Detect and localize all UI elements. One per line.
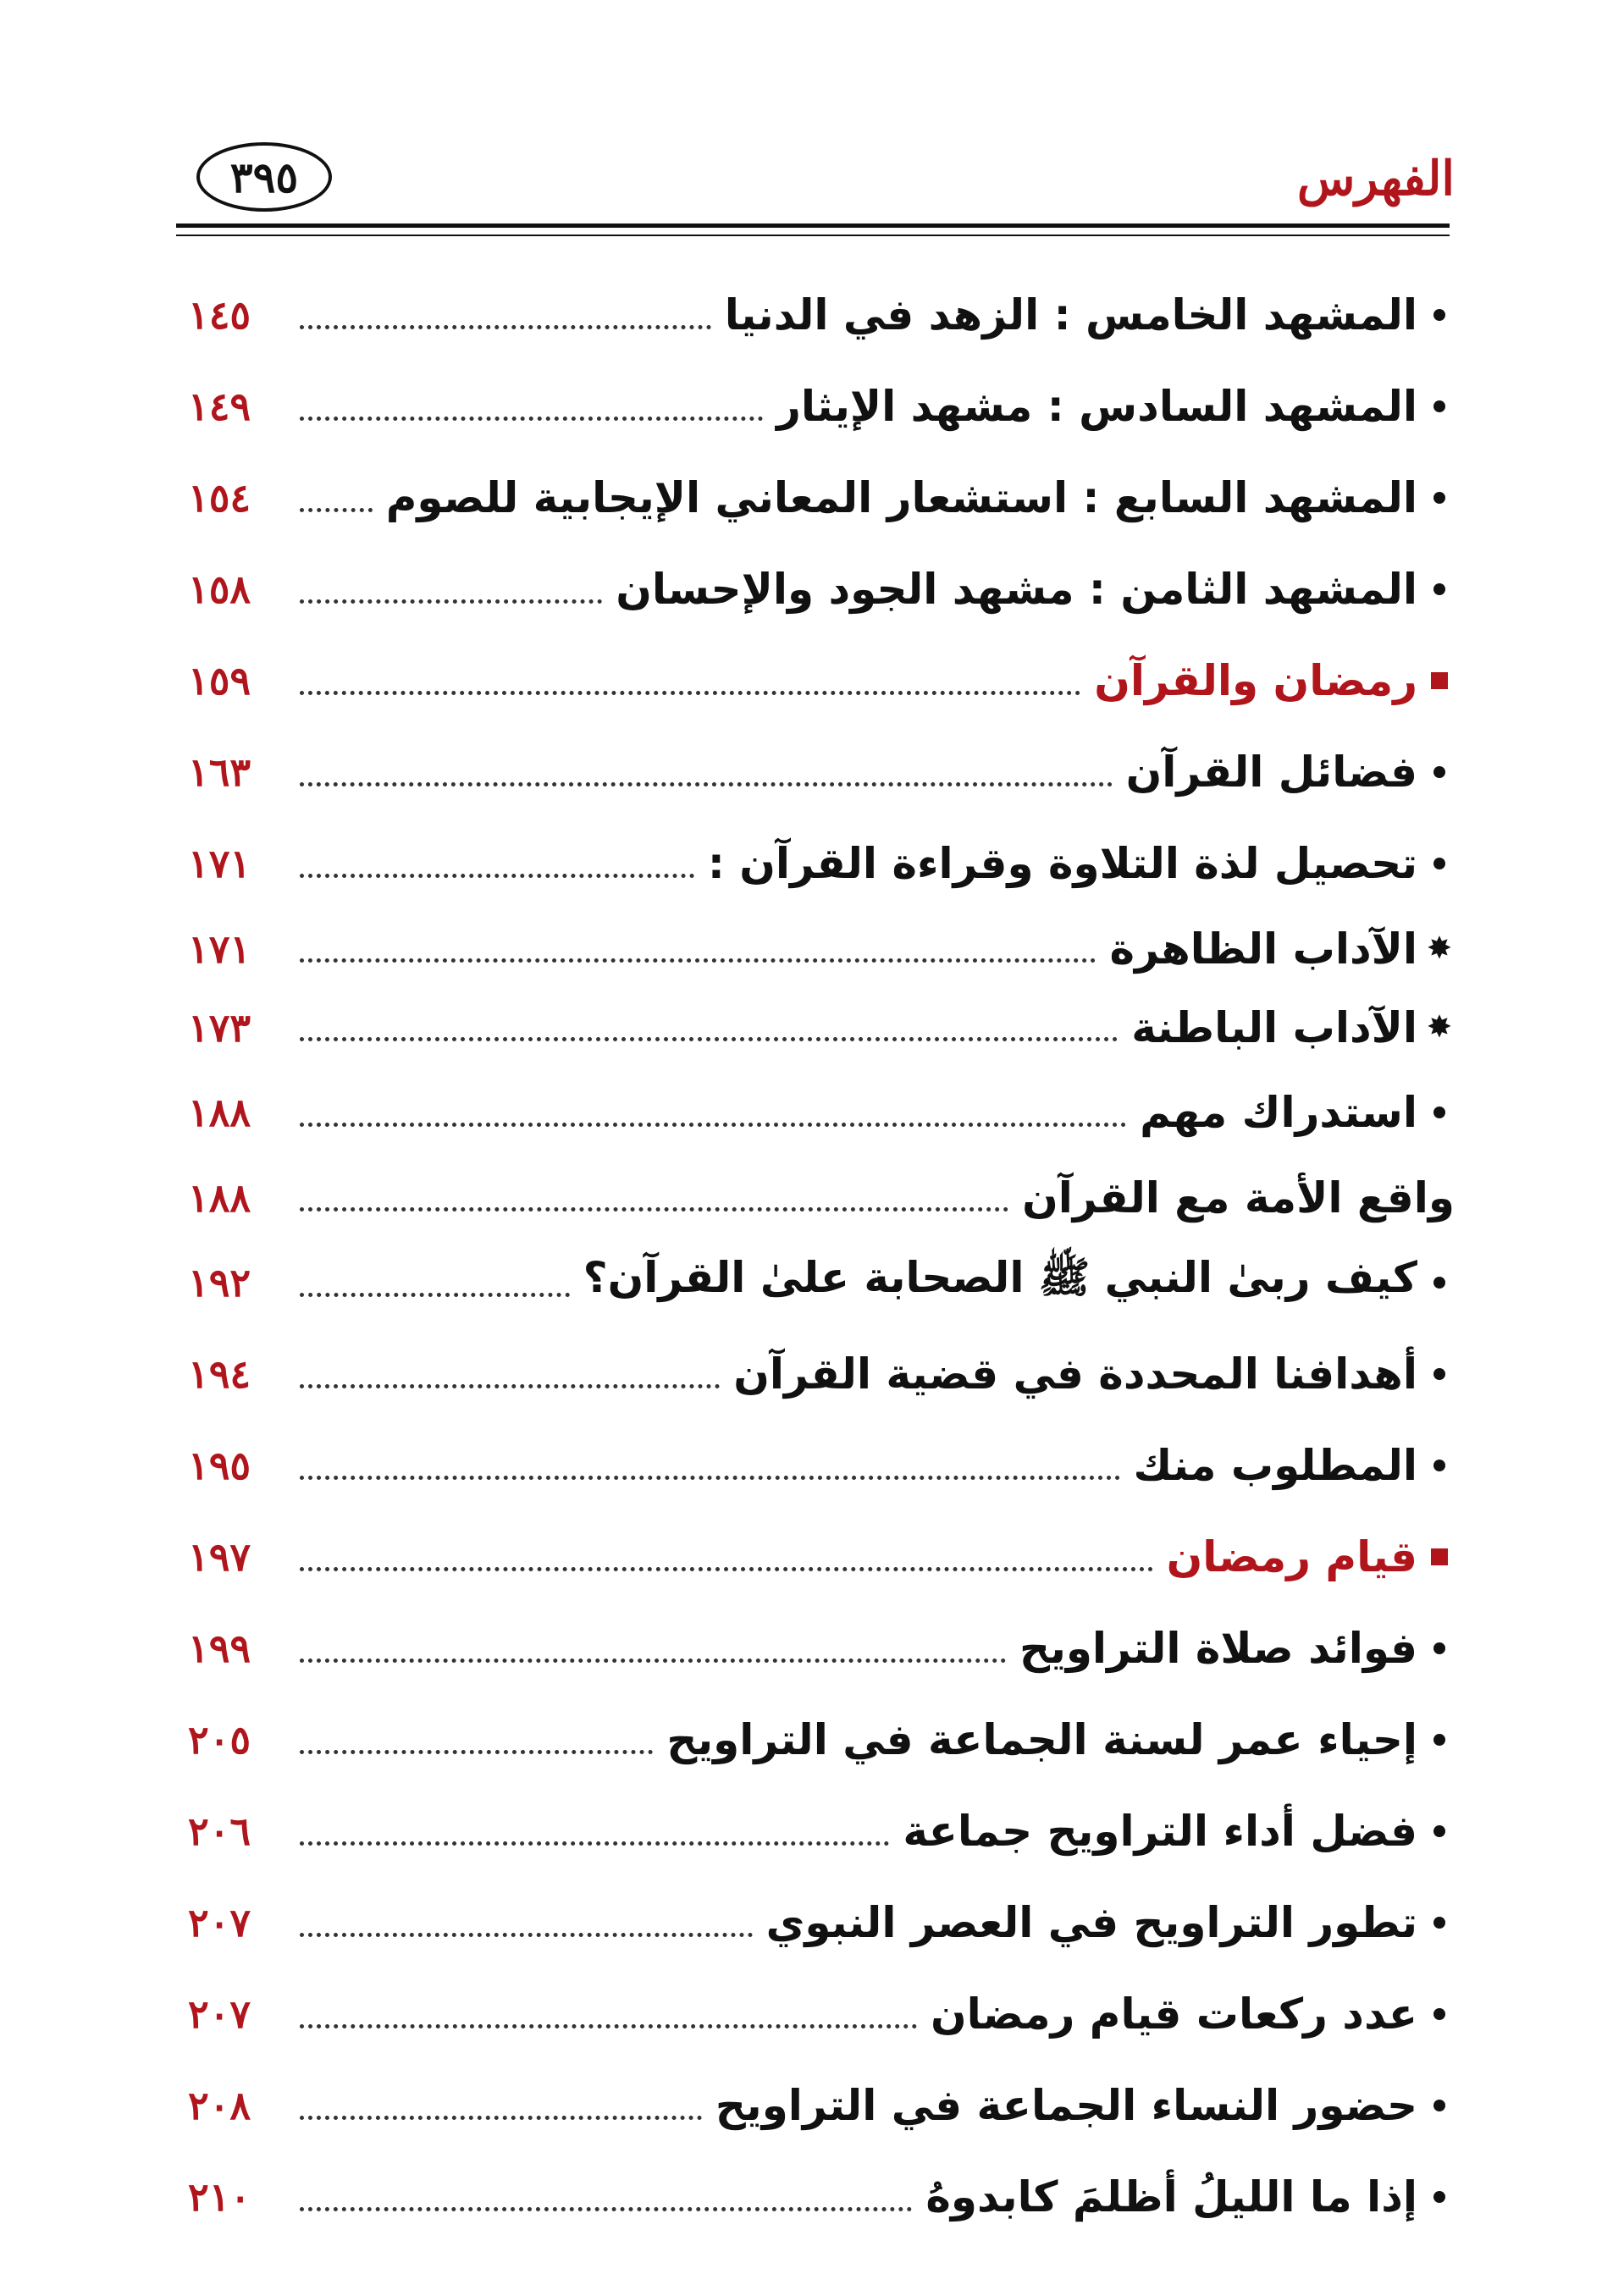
toc-entry-title: إحياء عمر لسنة الجماعة في التراويح: [666, 1715, 1417, 1764]
toc-page-number: ١٧١: [188, 841, 251, 886]
toc-page-number: ١٩٩: [188, 1625, 251, 1671]
toc-page-number: ١٤٩: [188, 384, 251, 429]
toc-page-number: ١٩٥: [188, 1443, 251, 1488]
toc-entry-title: تطور التراويح في العصر النبوي: [765, 1898, 1417, 1947]
toc-entry[interactable]: [188, 1237, 1455, 1328]
page-number-badge: [196, 142, 332, 212]
bullet-dot-shape: [1433, 2008, 1445, 2020]
bullet-dot-icon: [1424, 2100, 1455, 2111]
bullet-dot-shape: [1433, 1734, 1445, 1746]
toc-entry-title: فضل أداء التراويح جماعة: [903, 1807, 1417, 1856]
bullet-dot-shape: [1433, 492, 1445, 504]
toc-entry[interactable]: [188, 1968, 1455, 2060]
bullet-dot-shape: [1433, 309, 1445, 321]
bullet-dot-icon: [1424, 1277, 1455, 1289]
bullet-dot-icon: [1424, 766, 1455, 778]
bullet-dot-shape: [1433, 1917, 1445, 1929]
table-of-contents: [188, 269, 1455, 2243]
toc-entry-title: المشهد الثامن : مشهد الجود والإحسان: [616, 565, 1417, 614]
toc-entry[interactable]: [188, 2151, 1455, 2243]
toc-entry[interactable]: [188, 1328, 1455, 1420]
toc-entry[interactable]: [188, 1877, 1455, 1968]
toc-entry-title: فوائد صلاة التراويح: [1019, 1624, 1417, 1673]
dot-leader: [300, 2024, 917, 2028]
toc-page-number: ١٧١: [188, 925, 251, 972]
toc-page-number: ٢٠٧: [188, 1900, 251, 1946]
toc-entry-title: واقع الأمة مع القرآن: [1022, 1173, 1455, 1223]
toc-page-number: ٢٠٥: [188, 1717, 251, 1763]
header-rule-thick: [176, 224, 1450, 228]
toc-page-number: ٢٠٨: [188, 2083, 251, 2128]
bullet-dot-shape: [1433, 2191, 1445, 2203]
toc-section-title: قيام رمضان: [1166, 1532, 1417, 1581]
toc-entry[interactable]: [188, 635, 1455, 726]
toc-entry[interactable]: [188, 1694, 1455, 1785]
toc-entry-title: عدد ركعات قيام رمضان: [930, 1990, 1417, 2039]
bullet-dot-shape: [1433, 766, 1445, 778]
toc-entry[interactable]: [188, 1158, 1455, 1237]
bullet-dot-shape: [1433, 400, 1445, 412]
bullet-dot-shape: [1433, 1277, 1445, 1289]
section-square-shape: [1431, 672, 1448, 689]
bullet-dot-icon: [1424, 1917, 1455, 1929]
dot-leader: [300, 1933, 753, 1937]
toc-entry[interactable]: [188, 1603, 1455, 1694]
section-square-shape: [1431, 1548, 1448, 1565]
bullet-dot-icon: [1424, 858, 1455, 869]
bullet-dot-shape: [1433, 1825, 1445, 1837]
toc-page-number: ١٥٤: [188, 475, 251, 521]
bullet-dot-icon: [1424, 1460, 1455, 1471]
toc-page-number: ٢٠٧: [188, 1991, 251, 2037]
toc-page-number: ١٥٩: [188, 658, 251, 704]
bullet-dot-icon: [1424, 400, 1455, 412]
toc-entry-title: المشهد الخامس : الزهد في الدنيا: [724, 290, 1417, 339]
toc-section-title: رمضان والقرآن: [1094, 656, 1417, 705]
toc-page-number: ١٩٧: [188, 1534, 251, 1580]
toc-page-number: ١٧٣: [188, 1004, 251, 1051]
page-header: [0, 0, 1624, 254]
star-glyph: ✸: [1426, 930, 1453, 966]
toc-page-number: ١٤٥: [188, 292, 251, 338]
dot-leader: [300, 2207, 912, 2211]
dot-leader: [300, 1841, 889, 1846]
toc-page-number: ١٨٨: [188, 1174, 251, 1221]
dot-leader: [300, 2116, 702, 2120]
toc-entry[interactable]: [188, 1785, 1455, 1877]
bullet-dot-icon: [1424, 583, 1455, 595]
toc-page-number: ١٩٤: [188, 1351, 251, 1397]
toc-entry-title: كيف ربىٰ النبي ﷺ الصحابة علىٰ القرآن؟: [583, 1253, 1417, 1302]
toc-entry[interactable]: [188, 988, 1455, 1067]
bullet-dot-icon: [1424, 1825, 1455, 1837]
toc-entry-title: استدراك مهم: [1140, 1088, 1417, 1137]
header-rule-thin: [176, 235, 1450, 236]
toc-entry-title: المشهد السابع : استشعار المعاني الإيجابية للصوم: [385, 473, 1417, 522]
toc-entry-title: الآداب الباطنة: [1131, 1002, 1417, 1052]
bullet-dot-icon: [1424, 2191, 1455, 2203]
toc-entry-title: المطلوب منك: [1133, 1441, 1417, 1490]
bullet-dot-shape: [1433, 583, 1445, 595]
toc-entry[interactable]: [188, 726, 1455, 818]
toc-entry-title: إذا ما الليلُ أظلمَ كابدوهُ: [925, 2172, 1417, 2221]
dot-leader: [300, 874, 694, 878]
dot-leader: [300, 325, 711, 329]
dot-leader: [300, 1207, 1008, 1211]
bullet-dot-icon: [1424, 1734, 1455, 1746]
toc-page-number: ١٨٨: [188, 1090, 251, 1135]
bullet-dot-shape: [1433, 1368, 1445, 1380]
dot-leader: [300, 1037, 1118, 1041]
toc-page-number: ٢١٠: [188, 2174, 251, 2220]
toc-entry-title: المشهد السادس : مشهد الإيثار: [776, 382, 1417, 431]
toc-page-number: ٢٠٦: [188, 1808, 251, 1854]
toc-entry-title: أهدافنا المحددة في قضية القرآن: [733, 1349, 1417, 1399]
section-square-icon: [1424, 1548, 1455, 1565]
toc-entry[interactable]: [188, 2060, 1455, 2151]
bullet-dot-icon: [1424, 309, 1455, 321]
dot-leader: [300, 1293, 570, 1297]
dot-leader: [300, 508, 373, 512]
bullet-dot-icon: [1424, 1642, 1455, 1654]
star-glyph: ✸: [1426, 1009, 1453, 1045]
page-title: الفهرس: [1296, 151, 1455, 207]
toc-entry[interactable]: [188, 544, 1455, 635]
dot-leader: [300, 1123, 1126, 1127]
toc-entry[interactable]: [188, 818, 1455, 909]
dot-leader: [300, 1659, 1006, 1663]
page-number: ٣٩٥: [229, 152, 299, 202]
toc-page-number: ١٦٣: [188, 749, 251, 795]
toc-entry-title: حضور النساء الجماعة في التراويح: [715, 2081, 1417, 2130]
section-square-icon: [1424, 672, 1455, 689]
bullet-dot-shape: [1433, 1642, 1445, 1654]
bullet-dot-shape: [1433, 2100, 1445, 2111]
toc-entry-title: تحصيل لذة التلاوة وقراءة القرآن :: [707, 839, 1417, 888]
dot-leader: [300, 958, 1096, 963]
dot-leader: [300, 1567, 1153, 1571]
dot-leader: [300, 1750, 653, 1754]
dot-leader: [300, 1384, 720, 1388]
star-bullet-icon: [1424, 930, 1455, 966]
toc-entry[interactable]: [188, 452, 1455, 544]
dot-leader: [300, 782, 1113, 786]
bullet-dot-shape: [1433, 1107, 1445, 1118]
toc-entry[interactable]: [188, 361, 1455, 452]
toc-entry-title: الآداب الظاهرة: [1109, 924, 1417, 974]
toc-entry[interactable]: [188, 1420, 1455, 1511]
dot-leader: [300, 417, 763, 421]
bullet-dot-icon: [1424, 492, 1455, 504]
bullet-dot-shape: [1433, 1460, 1445, 1471]
toc-entry[interactable]: [188, 1511, 1455, 1603]
star-bullet-icon: [1424, 1009, 1455, 1045]
bullet-dot-shape: [1433, 858, 1445, 869]
dot-leader: [300, 1476, 1120, 1480]
toc-entry[interactable]: [188, 909, 1455, 988]
toc-page-number: ١٩٢: [188, 1260, 251, 1305]
toc-entry[interactable]: [188, 1067, 1455, 1158]
bullet-dot-icon: [1424, 2008, 1455, 2020]
toc-entry-title: فضائل القرآن: [1125, 748, 1417, 797]
dot-leader: [300, 691, 1080, 695]
toc-entry[interactable]: [188, 269, 1455, 361]
toc-page-number: ١٥٨: [188, 566, 251, 612]
dot-leader: [300, 599, 602, 604]
bullet-dot-icon: [1424, 1368, 1455, 1380]
bullet-dot-icon: [1424, 1107, 1455, 1118]
